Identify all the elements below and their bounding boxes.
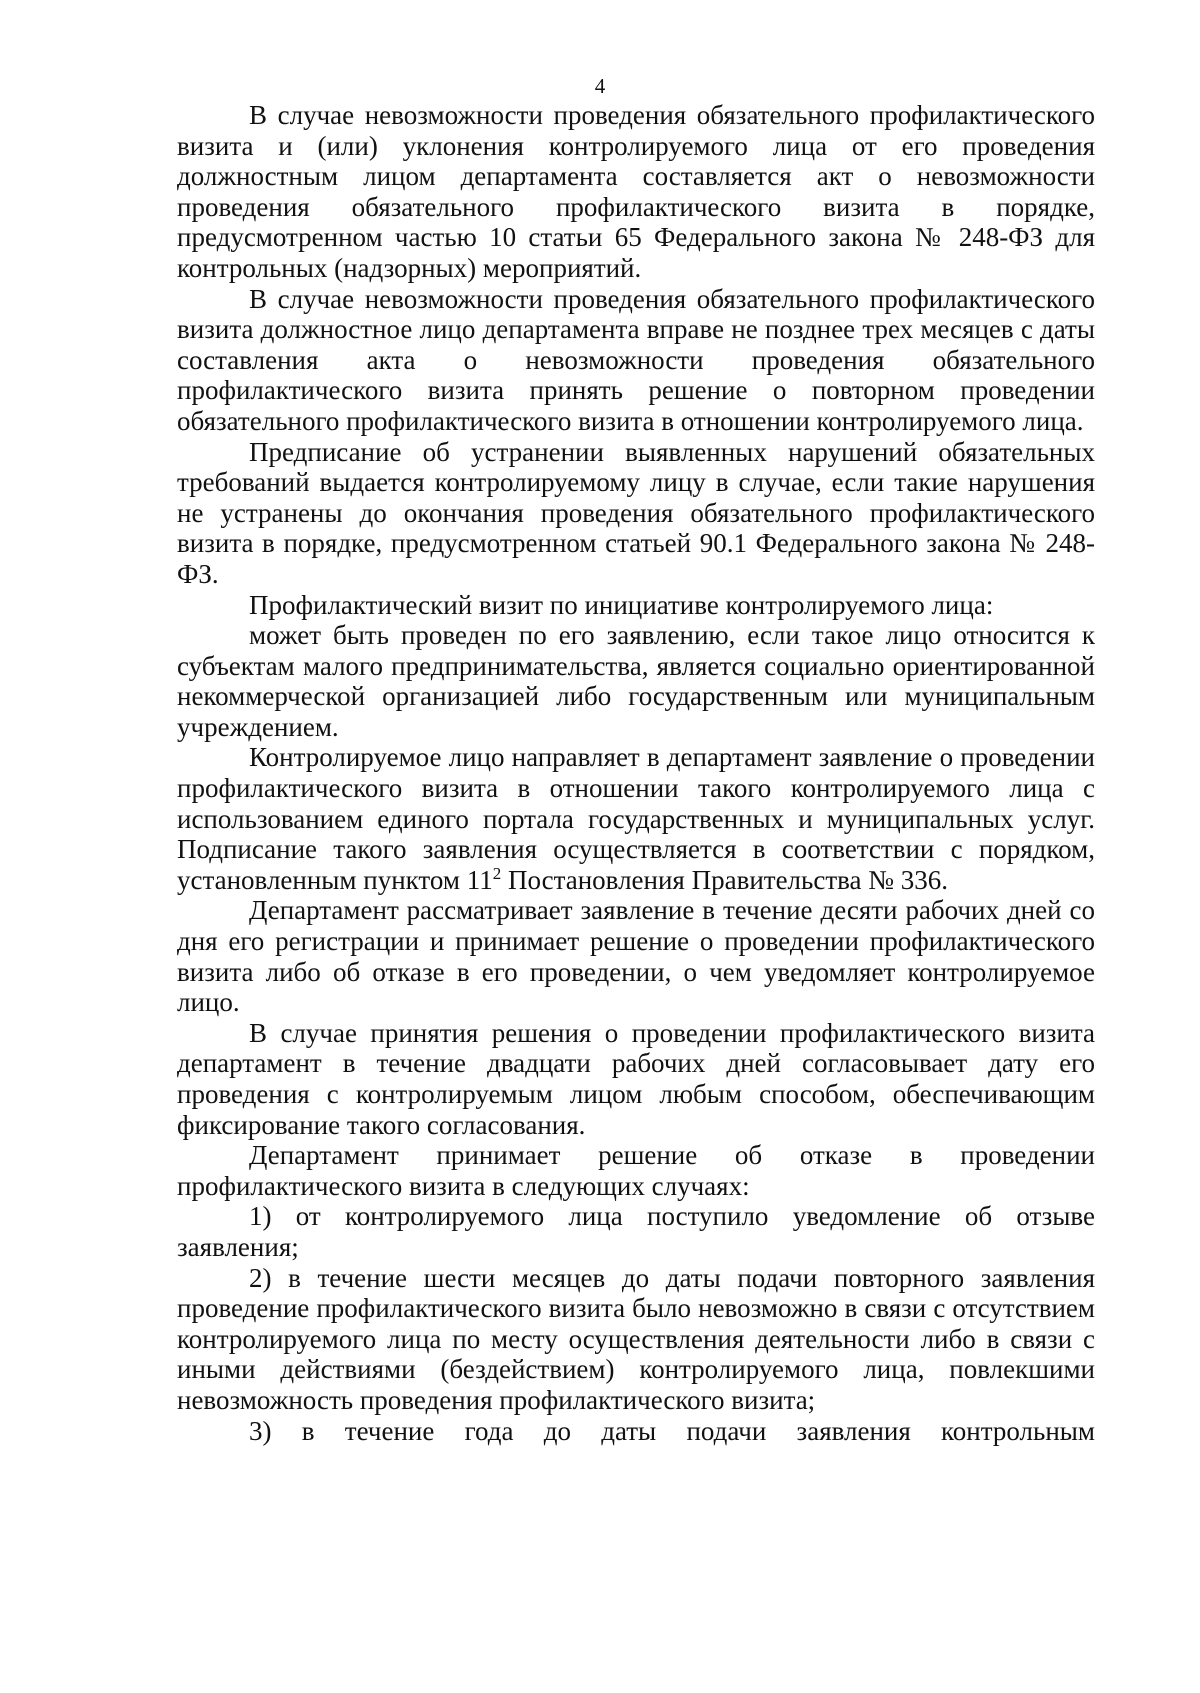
- page-number: 4: [594, 74, 606, 98]
- paragraph: Предписание об устранении выявленных нарушений обязательных требований выдается контролируемому лицу в случае, если такие нарушения не устранены до окончания проведения обязательного профилактического визита в порядке, предусмотренном статьей 90.1 Федерального закона № 248-ФЗ.: [177, 436, 1095, 589]
- paragraph-with-footnote: [177, 742, 1095, 895]
- list-item-3: 3) в течение года до даты подачи заявления контрольным: [249, 1415, 1095, 1446]
- paragraph: Департамент принимает решение об отказе в проведении профилактического визита в следующих случаях:: [177, 1140, 1095, 1201]
- paragraph-text: Контролируемое лицо направляет в департамент заявление о проведении профилактического визита в отношении такого контролируемого лица с использованием единого портала государственных и муниципальных услуг. Подписание такого заявления осуществляется в соответствии с порядком, установленным пунктом 11: [177, 742, 1095, 895]
- list-item-1: 1) от контролируемого лица поступило уведомление об отзыве заявления;: [177, 1201, 1095, 1262]
- paragraph: Профилактический визит по инициативе контролируемого лица:: [249, 589, 994, 620]
- paragraph: В случае невозможности проведения обязательного профилактического визита и (или) уклонения контролируемого лица от его проведения должностным лицом департамента составляется акт о невозможности проведения обязательного профилактического визита в порядке, предусмотренном частью 10 статьи 65 Федерального закона № 248-ФЗ для контрольных (надзорных) мероприятий.: [177, 100, 1095, 283]
- superscript-mark: 2: [492, 863, 502, 883]
- paragraph-continuation: Постановления Правительства № 336.: [507, 864, 949, 895]
- paragraph: В случае принятия решения о проведении профилактического визита департамент в течение двадцати рабочих дней согласовывает дату его проведения с контролируемым лицом любым способом, обеспечивающим фиксирование такого согласования.: [177, 1017, 1095, 1140]
- paragraph: Департамент рассматривает заявление в течение десяти рабочих дней со дня его регистрации и принимает решение о проведении профилактического визита либо об отказе в его проведении, о чем уведомляет контролируемое лицо.: [177, 895, 1095, 1018]
- document-body: [177, 100, 1095, 1446]
- paragraph: может быть проведен по его заявлению, если такое лицо относится к субъектам малого предпринимательства, является социально ориентированной некоммерческой организацией либо государственным или муниципальным учреждением.: [177, 620, 1095, 742]
- paragraph: В случае невозможности проведения обязательного профилактического визита должностное лицо департамента вправе не позднее трех месяцев с даты составления акта о невозможности проведения обязательного профилактического визита принять решение о повторном проведении обязательного профилактического визита в отношении контролируемого лица.: [177, 283, 1095, 436]
- list-item-2: 2) в течение шести месяцев до даты подачи повторного заявления проведение профилактического визита было невозможно в связи с отсутствием контролируемого лица по месту осуществления деятельности либо в связи с иными действиями (бездействием) контролируемого лица, повлекшими невозможность проведения профилактического визита;: [177, 1262, 1095, 1415]
